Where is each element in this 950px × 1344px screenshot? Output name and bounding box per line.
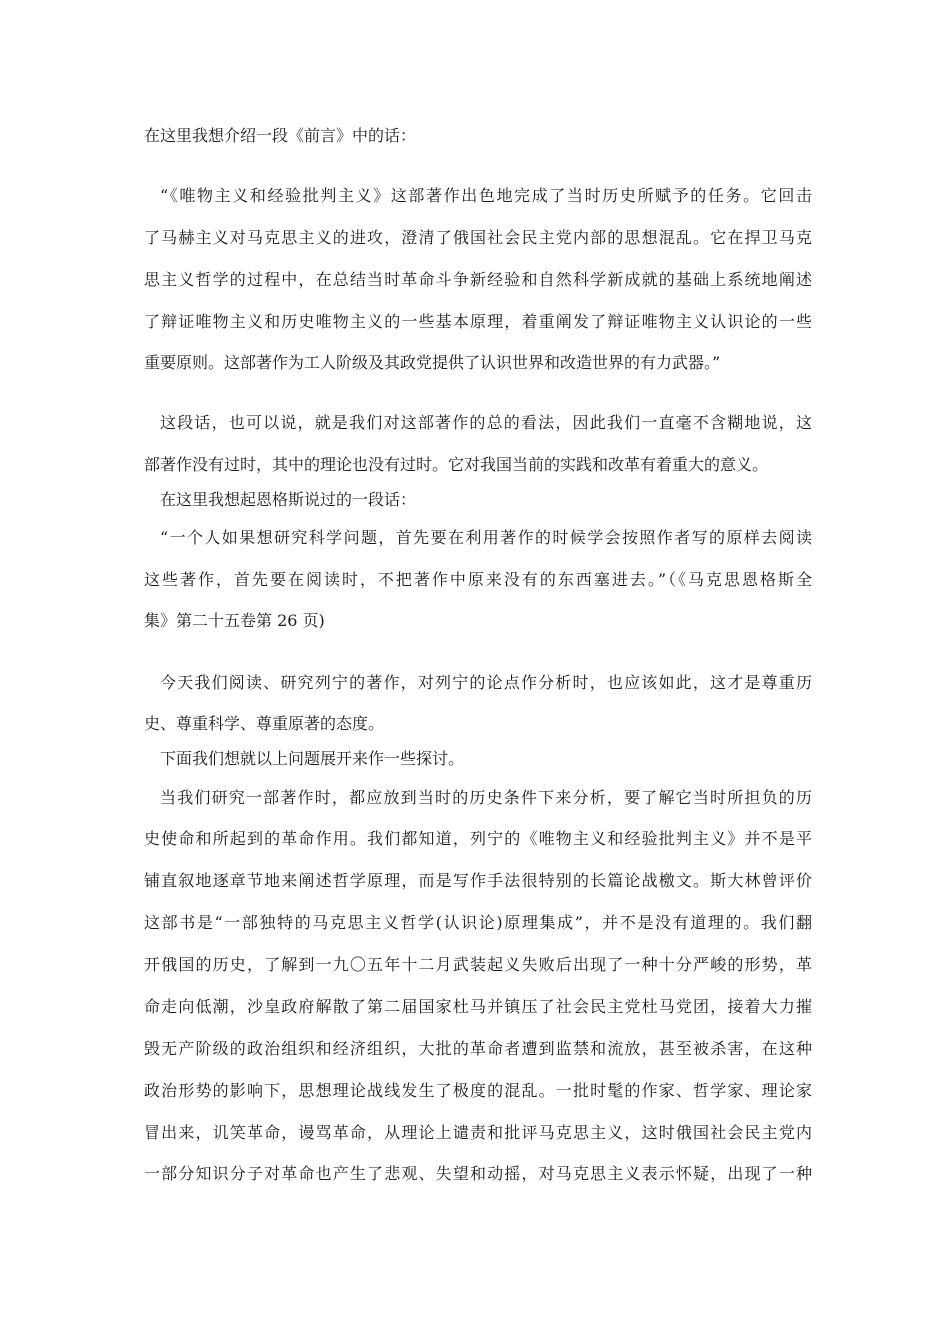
para6-line: 毁无产阶级的政治组织和经济组织，大批的革命者遭到监禁和流放，甚至被杀害，在这种 — [144, 1039, 812, 1058]
intro-line: 在这里我想介绍一段《前言》中的话： — [144, 126, 417, 145]
quote2-line: 这些著作，首先要在阅读时，不把著作中原来没有的东西塞进去。”（《马克思恩格斯全 — [144, 570, 812, 589]
para6-line: 这部书是“一部独特的马克思主义哲学(认识论)原理集成”，并不是没有道理的。我们翻 — [144, 913, 812, 932]
quote1-line: 了马赫主义对马克思主义的进攻，澄清了俄国社会民主党内部的思想混乱。它在捍卫马克 — [144, 228, 812, 247]
quote1-line: 了辩证唯物主义和历史唯物主义的一些基本原理，着重阐发了辩证唯物主义认识论的一些 — [144, 312, 812, 331]
quote2-line: “一个人如果想研究科学问题，首先要在利用著作的时候学会按照作者写的原样去阅读 — [160, 528, 812, 547]
para6-line: 一部分知识分子对革命也产生了悲观、失望和动摇，对马克思主义表示怀疑，出现了一种 — [144, 1164, 812, 1183]
para6-line: 铺直叙地逐章节地来阐述哲学原理，而是写作手法很特别的长篇论战檄文。斯大林曾评价 — [144, 871, 812, 890]
quote1-line: “《唯物主义和经验批判主义》这部著作出色地完成了当时历史所赋予的任务。它回击 — [160, 186, 812, 205]
quote1-line: 思主义哲学的过程中，在总结当时革命斗争新经验和自然科学新成就的基础上系统地阐述 — [144, 270, 812, 289]
para5-line: 下面我们想就以上问题展开来作一些探讨。 — [160, 749, 465, 768]
para4-line: 今天我们阅读、研究列宁的著作，对列宁的论点作分析时，也应该如此，这才是尊重历 — [160, 673, 812, 692]
para6-line: 开俄国的历史，了解到一九〇五年十二月武装起义失败后出现了一种十分严峻的形势，革 — [144, 955, 812, 974]
para6-line: 冒出来，讥笑革命，谩骂革命，从理论上谴责和批评马克思主义，这时俄国社会民主党内 — [144, 1123, 812, 1142]
quote2-line: 集》第二十五卷第 26 页) — [144, 611, 325, 630]
para4-line: 史、尊重科学、尊重原著的态度。 — [144, 714, 385, 733]
para2-line: 部著作没有过时，其中的理论也没有过时。它对我国当前的实践和改革有着重大的意义。 — [144, 455, 769, 474]
para6-line: 当我们研究一部著作时，都应放到当时的历史条件下来分析，要了解它当时所担负的历 — [160, 788, 812, 807]
para6-line: 史使命和所起到的革命作用。我们都知道，列宁的《唯物主义和经验批判主义》并不是平 — [144, 829, 812, 848]
para2-line: 这段话，也可以说，就是我们对这部著作的总的看法，因此我们一直毫不含糊地说，这 — [160, 413, 812, 432]
para6-line: 政治形势的影响下，思想理论战线发生了极度的混乱。一批时髦的作家、哲学家、理论家 — [144, 1081, 812, 1100]
para3-line: 在这里我想起恩格斯说过的一段话： — [160, 490, 417, 509]
quote1-line: 重要原则。这部著作为工人阶级及其政党提供了认识世界和改造世界的有力武器。” — [144, 353, 721, 372]
para6-line: 命走向低潮，沙皇政府解散了第二届国家杜马并镇压了社会民主党杜马党团，接着大力摧 — [144, 997, 812, 1016]
